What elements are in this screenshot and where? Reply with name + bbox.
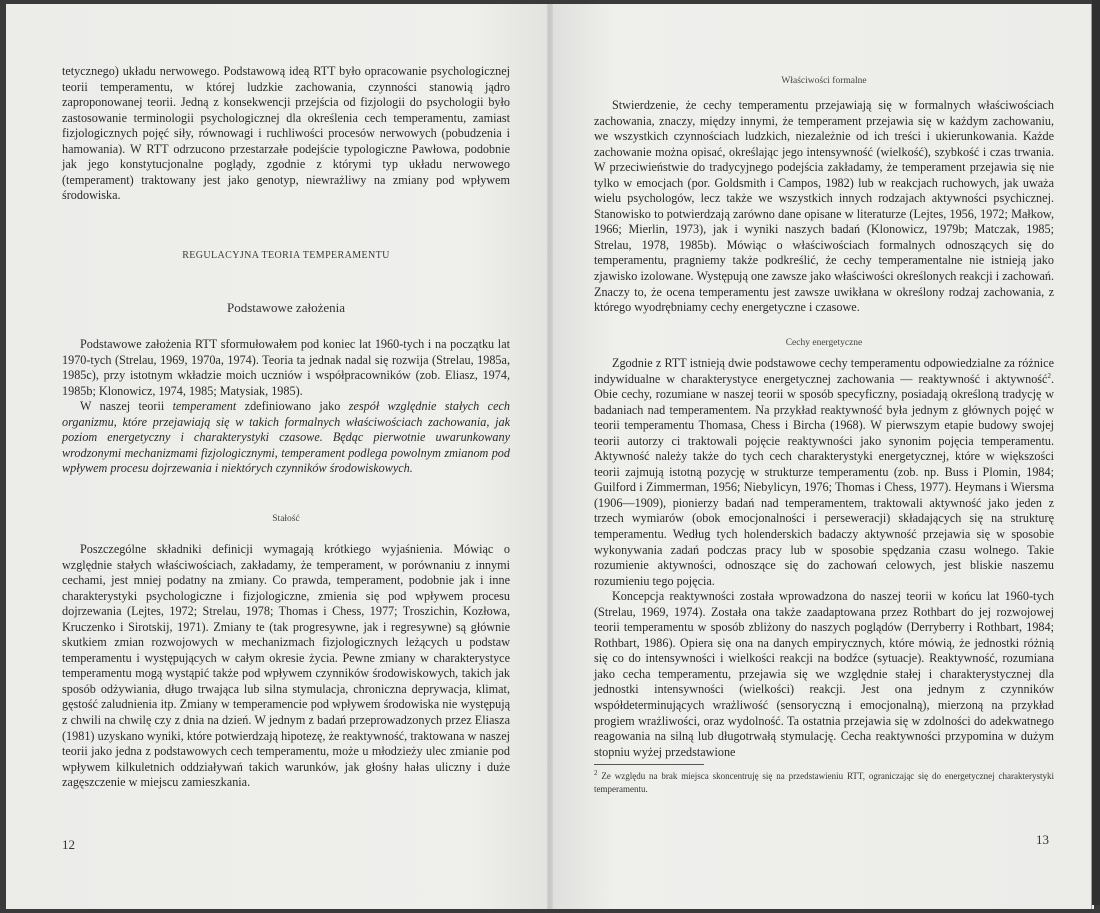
footnote-number: 2 — [594, 769, 598, 777]
right-paragraph-3: Koncepcja reaktywności została wprowadzona do naszej teorii w końcu lat 1960-tych (Strelau, 1969, 1974). Została ona także zaadaptowana przez Rothbart do jej rozwojowej teorii temperamentu w sposób zbliżony do naszych poglądów (Derryberry i Rothbart, 1984; Rothbart, 1986). Opiera się ona na danych empirycznych, które mówią, że jednostki różnią się co do intensywności i wielkości reakcji na bodźce (sytuacje). Reaktywność, rozumiana jako cecha temperamentu, przejawia się we względnie stałej i charakterystycznej dla jednostki intensywności (wielkości) reakcji. Jest ona jednym z czynników współdeterminujących wrażliwość (sensoryczną i emocjonalną), mierzoną na przykład progiem wrażliwości, oraz wydolność. Ta ostatnia przejawia się w zdolności do adekwatnego reagowania na silną lub długotrwałą stymulację. Cecha reaktywności przypomina w dużym stopniu wyżej przedstawione — [594, 589, 1054, 759]
left-paragraph-4: Poszczególne składniki definicji wymagają krótkiego wyjaśnienia. Mówiąc o względnie stałych właściwościach, zakładamy, że temperament, w porównaniu z innymi cechami, jest mniej podatny na zmiany. Co prawda, temperament, podobnie jak i inne charakterystyki psychologiczne i fizjologiczne, zmienia się pod wpływem procesu dojrzewania (Lejtes, 1972; Strelau, 1978; Thomas i Chess, 1977; Troszichin, Kozłowa, Kruczenko i Sirotskij, 1971). Zmiany te (tak progresywne, jak i regresywne) są głównie skutkiem zmian rozwojowych w mechanizmach fizjologicznych leżących u podstaw temperamentu i występujących w całym okresie życia. Pewne zmiany w charakterystyce temperamentu mogą wystąpić także pod wpływem czynników środowiskowych, takich jak sposób odżywiania, długo trwająca lub silna stymulacja, chroniczna deprywacja, klimat, gęstość zaludnienia itp. Zmiany w temperamencie pod wpływem środowiska nie występują z chwili na chwilę czy z dnia na dzień. W jednym z badań przeprowadzonych przez Eliasza (1981) uzyskano wyniki, które potwierdzają hipotezę, że reaktywność, traktowana w naszej teorii jako jedna z podstawowych cech temperamentu, może u młodzieży ulec zmianie pod wpływem kilkuletnich oddziaływań takich warunków, jak głośny hałas uliczny i duże zagęszczenie w miejscu zamieszkania. — [62, 542, 510, 790]
left-paragraph-3 — [62, 399, 510, 477]
section-heading-regulacyjna: REGULACYJNA TEORIA TEMPERAMENTU — [182, 250, 390, 261]
book-spread — [6, 4, 1094, 909]
definition-term: temperament — [172, 399, 237, 414]
right-paragraph-2-block — [594, 356, 1054, 760]
subsection-heading-podstawowe: Podstawowe założenia — [226, 300, 346, 315]
footnote-marker: 2 — [1047, 371, 1051, 380]
footnote — [594, 770, 1054, 796]
footnote-text: Ze względu na brak miejsca skoncentruję się na przedstawieniu RTT, ograniczając się do energetycznej charakterystyki temperamentu. — [594, 771, 1054, 794]
left-page — [6, 4, 550, 909]
left-paragraph-1-block — [62, 64, 510, 204]
right-paragraph-1: Stwierdzenie, że cechy temperamentu przejawiają się w formalnych właściwościach zachowania, znaczy, między innymi, że temperament przejawia się w każdym zachowaniu, we wszystkich czynnościach ludzkich, niezależnie od ich treści i ukierunkowania. Każde zachowanie można opisać, określając jego intensywność (wielkość), szybkość i czas trwania. W przeciwieństwie do tradycyjnego podejścia zakładamy, że temperament przejawia się nie tylko w emocjach (por. Goldsmith i Campos, 1982) lub w reakcjach ruchowych, jak uważa wielu psychologów, lecz także we wszystkich innych rodzajach aktywności psychicznej. Stanowisko to potwierdzają zarówno dane opisane w literaturze (Lejtes, 1956, 1972; Małkow, 1966; Mierlin, 1973), jak i wyniki naszych badań (Klonowicz, 1979b; Matczak, 1985; Strelau, 1978, 1985b). Mówiąc o właściwościach formalnych odnoszących się do temperamentu, pragniemy także podkreślić, że cechy temperamentalne nie istnieją jako zjawisko izolowane. Występują one zawsze jako właściwości określonych reakcji i zachowań. Znaczy to, że ocena temperamentu jest zawsze uwikłana w określony rodzaj zachowania, z którego wyodrębniamy cechy energetyczne i czasowe. — [594, 98, 1054, 315]
right-paragraph-1-block — [594, 98, 1054, 316]
right-paragraph-2 — [594, 356, 1054, 589]
left-paragraph-2-block — [62, 337, 510, 477]
right-page — [550, 4, 1094, 909]
left-paragraph-2: Podstawowe założenia RTT sformułowałem pod koniec lat 1960-tych i na początku lat 1970-tych (Strelau, 1969, 1970a, 1974). Teoria ta jednak nadal się rozwija (Strelau, 1985a, 1985c), przy istotnym wkładzie moich uczniów i współpracowników (zob. Eliasz, 1974, 1985b; Klonowicz, 1974, 1985; Matysiak, 1985). — [62, 337, 510, 398]
page-number-left: 12 — [62, 837, 75, 852]
subsection-heading-stalosc: Stałość — [272, 514, 300, 524]
subsection-heading-wlasciwosci: Właściwości formalne — [781, 76, 867, 86]
definition-lead: W naszej teorii — [80, 399, 173, 414]
definition-text: zespół względnie stałych cech organizmu, które przejawiają się w takich formalnych właściwościach zachowania, jak poziom energetyczny i charakterystyki czasowe. Będąc pierwotnie uwarunkowany wrodzonymi mechanizmami fizjologicznymi, temperament podlega powolnym zmianom pod wpływem procesu dojrzewania i niektórych czynników środowiskowych. — [62, 399, 510, 476]
subsection-heading-cechy: Cechy energetyczne — [785, 338, 863, 348]
page-number-right: 13 — [1036, 832, 1049, 847]
paragraph-2-lead: Zgodnie z RTT istnieją dwie podstawowe cechy temperamentu odpowiedzialne za różnice indywidualne w charakterystyce energetycznej zachowania — reaktywność i aktywność — [594, 356, 1054, 386]
left-paragraph-1: tetycznego) układu nerwowego. Podstawową ideą RTT było opracowanie psychologicznej teorii temperamentu, w której ludzkie zachowania, czynności stanowią jądro zaproponowanej teorii. Jedną z konsekwencji przejścia od fizjologii do psychologii było zastosowanie terminologii psychologicznej dla określenia cech temperamentu, zamiast fizjologicznych pojęć siły, równowagi i ruchliwości procesów nerwowych (pobudzenia i hamowania). W RTT odrzucono przestarzałe podejście typologiczne Pawłowa, podobnie jak jego konstytucjonalne poglądy, zgodnie z którymi typ układu nerwowego (temperament) traktowany jest jako genotyp, niewrażliwy na zmiany pod wpływem środowiska. — [62, 64, 510, 203]
left-paragraph-4-block — [62, 542, 510, 791]
scan-background-edge — [1092, 0, 1100, 905]
book-gutter — [547, 4, 553, 909]
paragraph-2-body: . Obie cechy, rozumiane w naszej teorii w sposób specyficzny, posiadają określoną tradycję w badaniach nad temperamentem. Na przykład reaktywność była jednym z głównych pojęć w teorii temperamentu Thomasa, Chess i Bircha (1968). W pierwszym etapie budowy swojej teorii autorzy ci traktowali pojęcie reaktywności jako synonim pojęcia temperamentu. Aktywność należy także do tych cech charakterystyki energetycznej, które w większości teorii zajmują istotną pozycję w strukturze temperamentu (zob. np. Buss i Plomin, 1984; Guilford i Zimmerman, 1956; Niebylicyn, 1976; Thomas i Chess, 1977). Heymans i Wiersma (1906—1909), pionierzy badań nad temperamentem, traktowali aktywność jako jeden z trzech wymiarów (obok emocjonalności i perseweracji) składających się na strukturę temperamentu. Według tych holenderskich badaczy aktywność przejawia się w sposobie wykonywania zadań podczas pracy lub w sposobie spędzania czasu wolnego. Takie rozumienie aktywności, odnoszące się do zachowań celowych, jest bliskie naszemu rozumieniu tego pojęcia. — [594, 371, 1054, 588]
footnote-rule — [594, 764, 704, 765]
definition-connector: zdefiniowano jako — [236, 399, 349, 414]
